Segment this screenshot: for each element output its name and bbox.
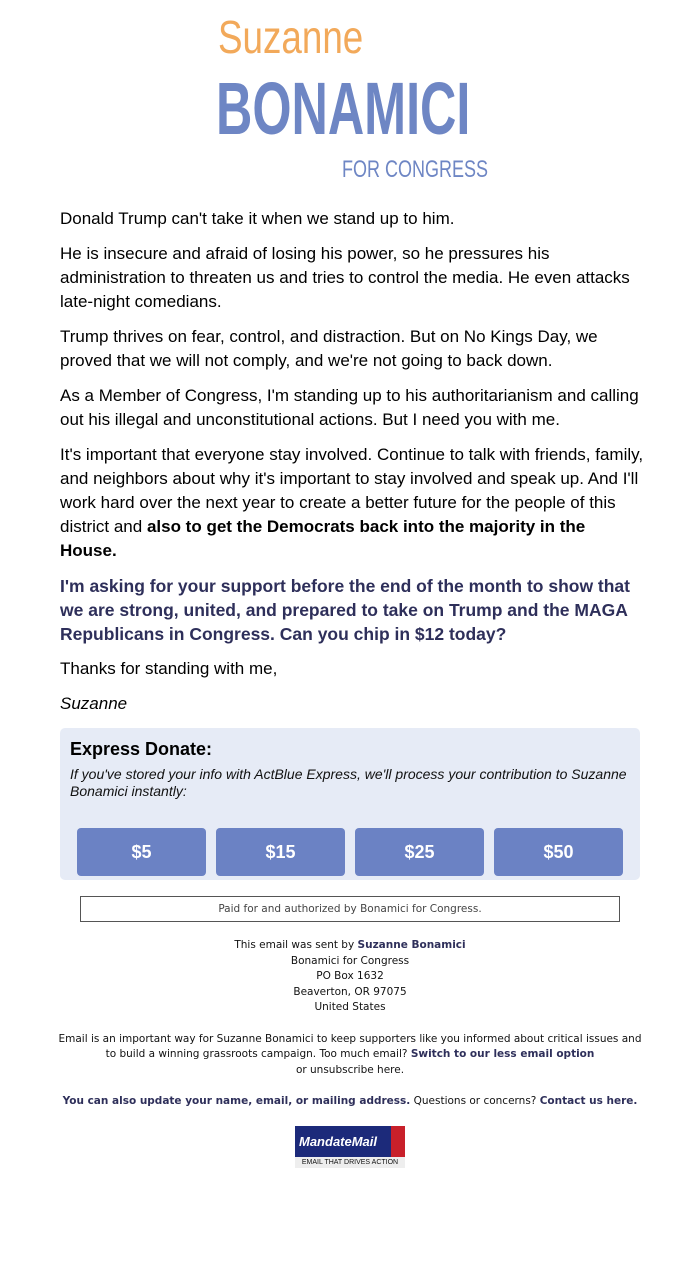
po-box: PO Box 1632 xyxy=(316,970,384,982)
mandatemail-name: MandateMail xyxy=(299,1133,378,1149)
update-info-link[interactable]: You can also update your name, email, or mailing address. xyxy=(62,1095,411,1107)
paragraph-bold: also to get the Democrats back into the majority in the House. xyxy=(60,517,586,560)
contact-us-link[interactable]: Contact us here. xyxy=(539,1095,638,1107)
paragraph xyxy=(60,443,644,563)
email-body xyxy=(60,207,644,716)
paragraph-text: It's important that everyone stay involved. Continue to talk with friends, family, and neighbors about why it's important to stay involved and speak up. And I'll work hard over the next year to create a better future for the people of this district and xyxy=(60,445,644,536)
express-donate-title: Express Donate: xyxy=(70,739,213,759)
sent-by-text: This email was sent by xyxy=(234,939,358,951)
unsubscribe-link[interactable]: or unsubscribe here. xyxy=(295,1063,405,1076)
donate-50-button[interactable]: $50 xyxy=(494,828,623,876)
less-email-link[interactable]: Switch to our less email option xyxy=(410,1048,595,1060)
paid-for-disclaimer: Paid for and authorized by Bonamici for Congress. xyxy=(80,896,620,922)
paragraph: As a Member of Congress, I'm standing up to his authoritarianism and calling out his illegal and unconstitutional actions. But I need you with me. xyxy=(60,386,639,429)
mandatemail-tagline: EMAIL THAT DRIVES ACTION xyxy=(295,1157,405,1168)
mandatemail-figure-icon xyxy=(391,1126,405,1157)
logo-last-name: BONAMICI xyxy=(216,67,471,150)
city: Beaverton, OR 97075 xyxy=(293,985,407,998)
country: United States xyxy=(314,1001,386,1013)
email-flow xyxy=(0,207,700,1168)
logo-first-name: Suzanne xyxy=(218,11,364,63)
signature: Suzanne xyxy=(60,694,128,713)
donate-15-button[interactable]: $15 xyxy=(216,828,345,876)
email-preferences xyxy=(55,1032,645,1079)
contact-section xyxy=(55,1094,645,1110)
paragraph: Donald Trump can't take it when we stand up to him. xyxy=(60,209,455,228)
donate-5-button[interactable]: $5 xyxy=(77,828,206,876)
logo-subtitle: FOR CONGRESS xyxy=(342,156,489,183)
campaign-logo xyxy=(218,10,488,190)
paragraph: He is insecure and afraid of losing his power, so he pressures his administration to threaten us and tries to control the media. He even attacks late-night comedians. xyxy=(60,244,630,311)
paragraph: Trump thrives on fear, control, and distraction. But on No Kings Day, we proved that we will not comply, and we're not going to back down. xyxy=(60,327,598,370)
donation-ask: I'm asking for your support before the end of the month to show that we are strong, united, and prepared to take on Trump and the MAGA Republicans in Congress. Can you chip in $12 today? xyxy=(60,576,630,644)
closing: Thanks for standing with me, xyxy=(60,659,278,678)
mandatemail-logo xyxy=(295,1126,405,1168)
sender-address xyxy=(55,938,645,1016)
express-donate-box xyxy=(60,728,640,880)
express-donate-description: If you've stored your info with ActBlue Express, we'll process your contribution to Suzanne Bonamici instantly: xyxy=(70,766,627,799)
org-name: Bonamici for Congress xyxy=(290,954,410,967)
sender-name: Suzanne Bonamici xyxy=(357,939,466,951)
questions-text: Questions or concerns? xyxy=(410,1095,540,1107)
donate-25-button[interactable]: $25 xyxy=(355,828,484,876)
email-note: Email is an important way for Suzanne Bonamici to keep supporters like you informed about critical issues and to build a winning grassroots campaign. Too much email? xyxy=(58,1032,642,1060)
